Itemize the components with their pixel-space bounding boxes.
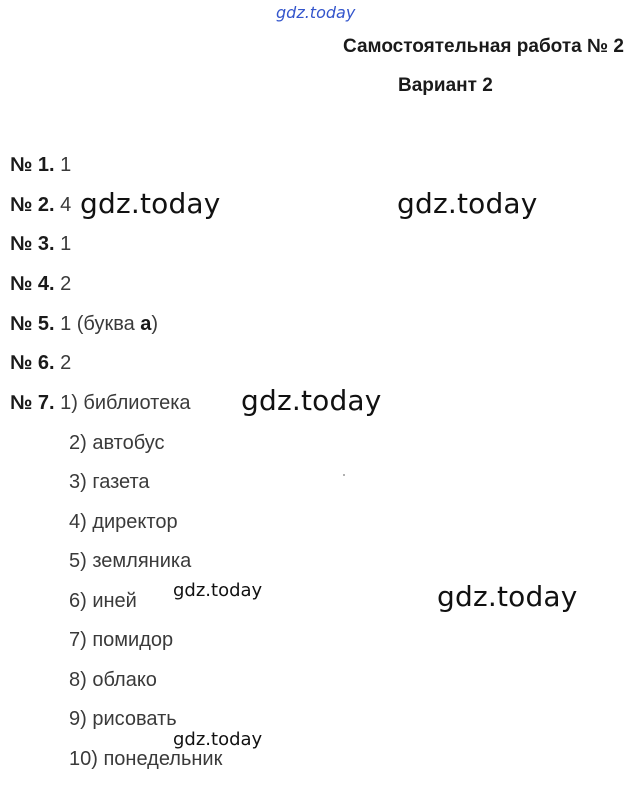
answer-value: 4 bbox=[60, 194, 72, 216]
watermark: gdz.today bbox=[437, 580, 578, 613]
answer-value-post: ) bbox=[151, 313, 159, 335]
task7-item: 2) автобус bbox=[69, 432, 165, 454]
watermark: gdz.today bbox=[241, 384, 382, 417]
answer-value-bold: а bbox=[140, 313, 152, 335]
answer-value-pre: 1 (буква bbox=[60, 313, 141, 335]
variant-title: Вариант 2 bbox=[398, 75, 493, 96]
answer-row-3 bbox=[10, 229, 71, 259]
answer-value: 1 bbox=[60, 233, 72, 255]
answer-row-6 bbox=[10, 348, 71, 378]
stray-dot bbox=[343, 474, 345, 476]
answer-value: 2 bbox=[60, 273, 72, 295]
task7-item: 5) земляника bbox=[69, 550, 192, 572]
answer-row-5 bbox=[10, 309, 158, 339]
task7-item: 7) помидор bbox=[69, 629, 174, 651]
answer-value: 2 bbox=[60, 352, 72, 374]
answer-row-4 bbox=[10, 269, 71, 299]
watermark: gdz.today bbox=[397, 187, 538, 220]
task7-item: 10) понедельник bbox=[69, 748, 223, 770]
watermark-top: gdz.today bbox=[276, 3, 356, 22]
answer-row-1 bbox=[10, 150, 71, 180]
answer-label: № 3. bbox=[10, 233, 55, 255]
answer-label: № 2. bbox=[10, 194, 55, 216]
answer-label: № 5. bbox=[10, 313, 55, 335]
answer-value: 1 bbox=[60, 154, 72, 176]
page-title: Самостоятельная работа № 2 bbox=[343, 36, 624, 57]
watermark: gdz.today bbox=[173, 580, 263, 601]
task7-item: 3) газета bbox=[69, 471, 150, 493]
task7-item: 8) облако bbox=[69, 669, 157, 691]
answer-value: 1) библиотека bbox=[60, 392, 191, 414]
watermark: gdz.today bbox=[173, 729, 263, 750]
answer-label: № 1. bbox=[10, 154, 55, 176]
task7-item: 6) иней bbox=[69, 590, 137, 612]
answer-row-2 bbox=[10, 190, 71, 220]
task7-item: 9) рисовать bbox=[69, 708, 177, 730]
answer-row-7 bbox=[10, 388, 191, 418]
watermark: gdz.today bbox=[80, 187, 221, 220]
answer-label: № 6. bbox=[10, 352, 55, 374]
answer-label: № 7. bbox=[10, 392, 55, 414]
answer-label: № 4. bbox=[10, 273, 55, 295]
task7-item: 4) директор bbox=[69, 511, 178, 533]
